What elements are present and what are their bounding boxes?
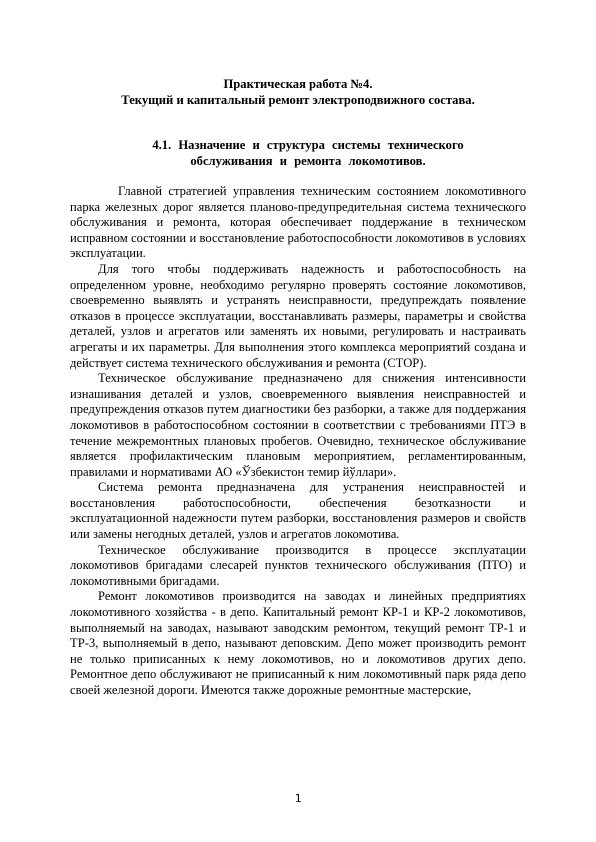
title-line-1: Практическая работа №4. [223, 77, 373, 91]
title-line-2: Текущий и капитальный ремонт электроподвижного состава. [121, 93, 475, 107]
paragraph: Техническое обслуживание производится в процессе эксплуатации локомотивов бригадами слесарей пунктов технического обслуживания (ПТО) и локомотивными бригадами. [70, 542, 526, 588]
section-heading-line-2: обслуживания и ремонта локомотивов. [190, 154, 426, 168]
paragraph: Техническое обслуживание предназначено для снижения интенсивности изнашивания деталей и узлов, своевременного выявления неисправностей и предупреждения отказов путем диагностики без разборки, а также для поддержания локомотивов в работоспособном состоянии в соответствии с требованиями ПТЭ в течение межремонтных плановых пробегов. Очевидно, техническое обслуживание является профилактическим плановым мероприятием, регламентированным, правилами и нормативами АО «Ўзбекистон темир йўллари». [70, 371, 526, 479]
paragraph: Главной стратегией управления техническим состоянием локомотивного парка железных дорог является планово-предупредительная система технического обслуживания и ремонта, которая обеспечивает поддержание в техническом исправном состоянии и восстановление работоспособности локомотивов в условиях эксплуатации. [70, 184, 526, 261]
section-heading-line-1: 4.1. Назначение и структура системы технического [152, 138, 464, 152]
section-heading [120, 137, 496, 169]
document-title [70, 76, 526, 108]
paragraph: Система ремонта предназначена для устранения неисправностей и восстановления работоспособности, обеспечения безотказности и эксплуатационной надежности путем разборки, восстановления размеров и свойств или замены негодных деталей, узлов и агрегатов локомотива. [70, 480, 526, 542]
paragraph: Для того чтобы поддерживать надежность и работоспособность на определенном уровне, необходимо регулярно проверять состояние локомотивов, своевременно выявлять и устранять неисправности, предупреждать появление отказов в процессе эксплуатации, восстанавливать размеры, параметры и свойства деталей, узлов и агрегатов или заменять их новыми, регулировать и настраивать агрегаты и их параметры. Для выполнения этого комплекса мероприятий создана и действует система технического обслуживания и ремонта (СТОР). [70, 261, 526, 370]
page-number: 1 [294, 792, 302, 805]
paragraph: Ремонт локомотивов производится на заводах и линейных предприятиях локомотивного хозяйства - в депо. Капитальный ремонт КР-1 и КР-2 локомотивов, выполняемый на заводах, называют заводским ремонтом, текущий ремонт ТР-1 и ТР-3, выполняемый в депо, называют деповским. Депо может производить ремонт не только приписанных к нему локомотивов, но и локомотивов других депо. Ремонтное депо обслуживают не приписанный к ним локомотивный парк ряда депо своей железной дороги. Имеются также дорожные ремонтные мастерские, [70, 589, 526, 697]
body-text [70, 184, 526, 699]
